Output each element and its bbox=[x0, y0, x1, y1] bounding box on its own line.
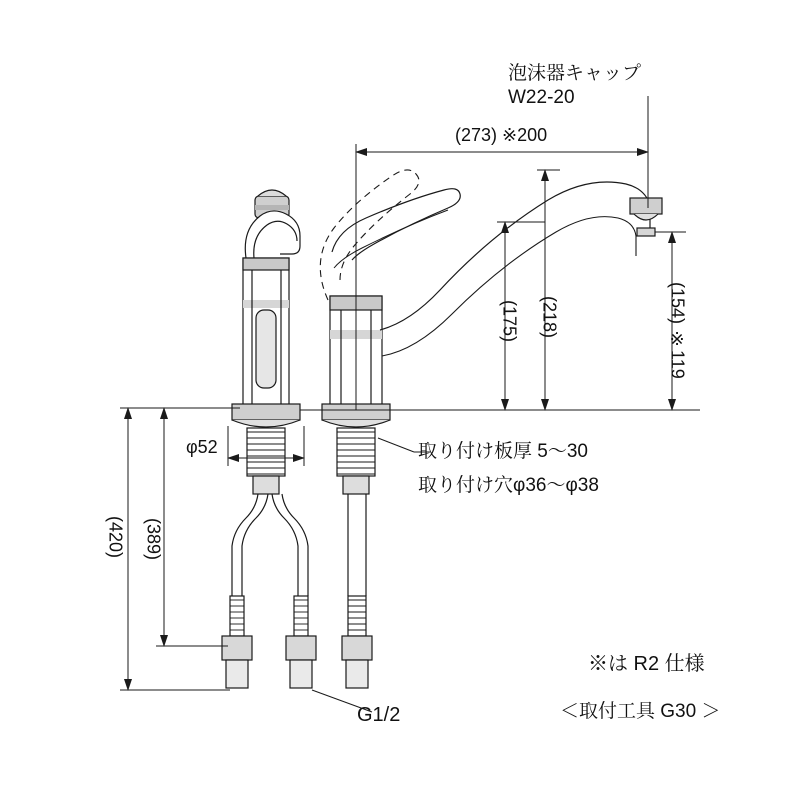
thread-size-label: G1/2 bbox=[357, 704, 401, 726]
dimension-reach-top: (273) ※200 bbox=[455, 125, 548, 145]
dimension-flange-diameter: φ52 bbox=[186, 437, 218, 457]
front-view-faucet bbox=[320, 170, 662, 688]
mount-thickness-label: 取り付け板厚 5〜30 bbox=[418, 441, 588, 462]
note-r2-spec: ※は R2 仕様 bbox=[588, 653, 705, 675]
dimension-spout-height-154: (154) ※119 bbox=[667, 282, 688, 379]
note-mounting-tool: ＜取付工具 G30 ＞ bbox=[560, 701, 721, 722]
dimension-length-389: (389) bbox=[143, 518, 164, 561]
dimension-height-175: (175) bbox=[499, 300, 520, 343]
dimension-total-length-420: (420) bbox=[105, 516, 126, 559]
left-view-faucet bbox=[222, 190, 316, 688]
aerator-cap-label-line2: W22-20 bbox=[508, 87, 575, 108]
dimension-height-218: (218) bbox=[539, 296, 560, 339]
aerator-cap-label-line1: 泡沫器キャップ bbox=[508, 63, 642, 84]
mount-hole-label: 取り付け穴φ36〜φ38 bbox=[418, 475, 599, 496]
